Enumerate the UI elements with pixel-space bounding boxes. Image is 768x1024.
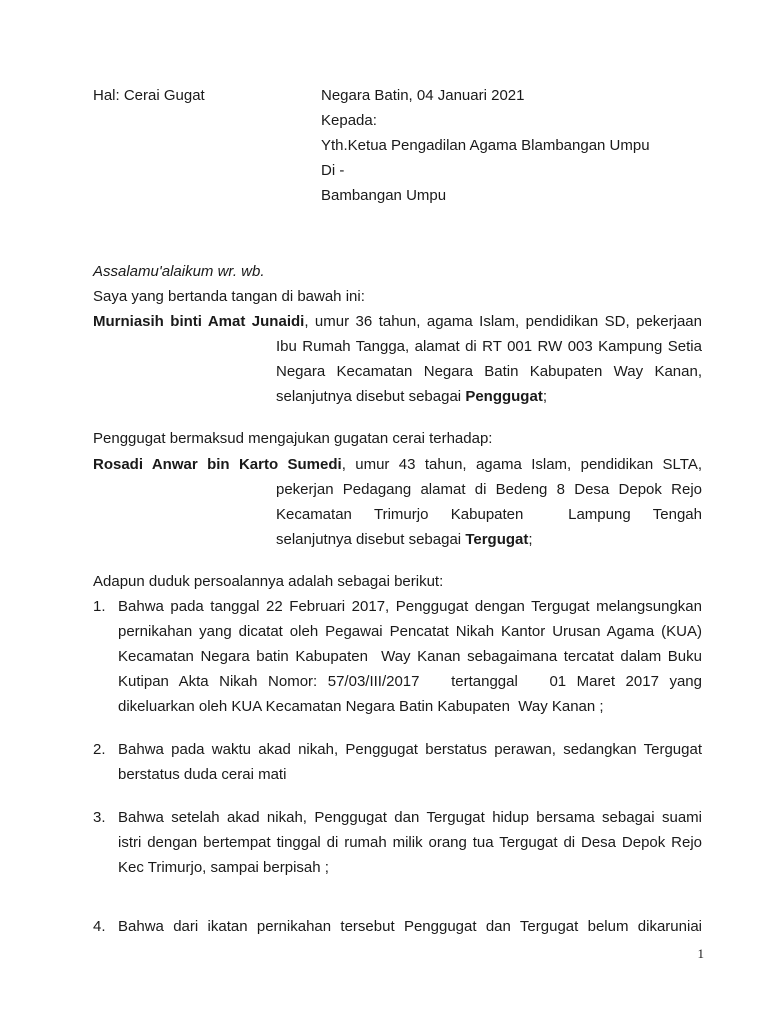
item-number: 4. xyxy=(93,918,106,935)
facts-intro: Adapun duduk persoalannya adalah sebagai berikut: xyxy=(93,573,444,590)
item-number: 3. xyxy=(93,809,106,826)
item-2-line-1: Bahwa pada waktu akad nikah, Penggugat berstatus perawan, sedangkan Tergugat xyxy=(118,741,702,758)
plaintiff-line-4 xyxy=(276,387,702,407)
plaintiff-line-2: Ibu Rumah Tangga, alamat di RT 001 RW 003 Kampung Setia xyxy=(276,338,702,355)
item-1-line-4: Kutipan Akta Nikah Nomor: 57/03/III/2017 tertanggal 01 Maret 2017 yang xyxy=(118,673,702,690)
item-3-line-1: Bahwa setelah akad nikah, Penggugat dan Tergugat hidup bersama sebagai suami xyxy=(118,809,702,826)
plaintiff-details-1: , umur 36 tahun, agama Islam, pendidikan SD, pekerjaan xyxy=(304,313,702,330)
defendant-designation-post: ; xyxy=(528,531,533,548)
defendant-line-2: pekerjan Pedagang alamat di Bedeng 8 Desa Depok Rejo xyxy=(276,481,702,498)
item-3-line-2: istri dengan bertempat tinggal di rumah milik orang tua Tergugat di Desa Depok Rejo xyxy=(118,834,702,851)
item-3-line-3: Kec Trimurjo, sampai berpisah ; xyxy=(118,859,329,876)
item-number: 2. xyxy=(93,741,106,758)
defendant-line-1 xyxy=(93,455,702,475)
recipient-city: Bambangan Umpu xyxy=(321,187,447,204)
intro-text: Saya yang bertanda tangan di bawah ini: xyxy=(93,288,365,305)
plaintiff-name: Murniasih binti Amat Junaidi xyxy=(93,313,305,330)
defendant-line-4 xyxy=(276,530,702,550)
intent-text: Penggugat bermaksud mengajukan gugatan cerai terhadap: xyxy=(93,430,493,447)
item-1-line-5: dikeluarkan oleh KUA Kecamatan Negara Batin Kabupaten Way Kanan ; xyxy=(118,698,604,715)
greeting: Assalamu'alaikum wr. wb. xyxy=(93,263,265,280)
defendant-designation: Tergugat xyxy=(465,531,529,548)
plaintiff-designation-post: ; xyxy=(542,388,547,405)
plaintiff-designation: Penggugat xyxy=(465,388,543,405)
item-1-line-3: Kecamatan Negara batin Kabupaten Way Kanan sebagaimana tercatat dalam Buku xyxy=(118,648,702,665)
recipient: Yth.Ketua Pengadilan Agama Blambangan Umpu xyxy=(321,137,650,154)
defendant-details-1: , umur 43 tahun, agama Islam, pendidikan SLTA, xyxy=(341,456,702,473)
item-1-line-1: Bahwa pada tanggal 22 Februari 2017, Penggugat dengan Tergugat melangsungkan xyxy=(118,598,702,615)
di-label: Di - xyxy=(321,162,345,179)
defendant-line-3: Kecamatan Trimurjo Kabupaten Lampung Tengah xyxy=(276,506,702,523)
defendant-designation-pre: selanjutnya disebut sebagai xyxy=(276,531,466,548)
to-label: Kepada: xyxy=(321,112,377,129)
plaintiff-line-1 xyxy=(93,312,702,332)
item-2-line-2: berstatus duda cerai mati xyxy=(118,766,287,783)
plaintiff-designation-pre: selanjutnya disebut sebagai xyxy=(276,388,466,405)
subject-line: Hal: Cerai Gugat xyxy=(93,87,205,104)
item-number: 1. xyxy=(93,598,106,615)
item-1-line-2: pernikahan yang dicatat oleh Pegawai Pencatat Nikah Kantor Urusan Agama (KUA) xyxy=(118,623,702,640)
place-date: Negara Batin, 04 Januari 2021 xyxy=(321,87,525,104)
plaintiff-line-3: Negara Kecamatan Negara Batin Kabupaten Way Kanan, xyxy=(276,363,702,380)
page-number: 1 xyxy=(697,946,704,961)
item-4-line-1: Bahwa dari ikatan pernikahan tersebut Penggugat dan Tergugat belum dikaruniai xyxy=(118,918,702,935)
defendant-name: Rosadi Anwar bin Karto Sumedi xyxy=(93,456,342,473)
